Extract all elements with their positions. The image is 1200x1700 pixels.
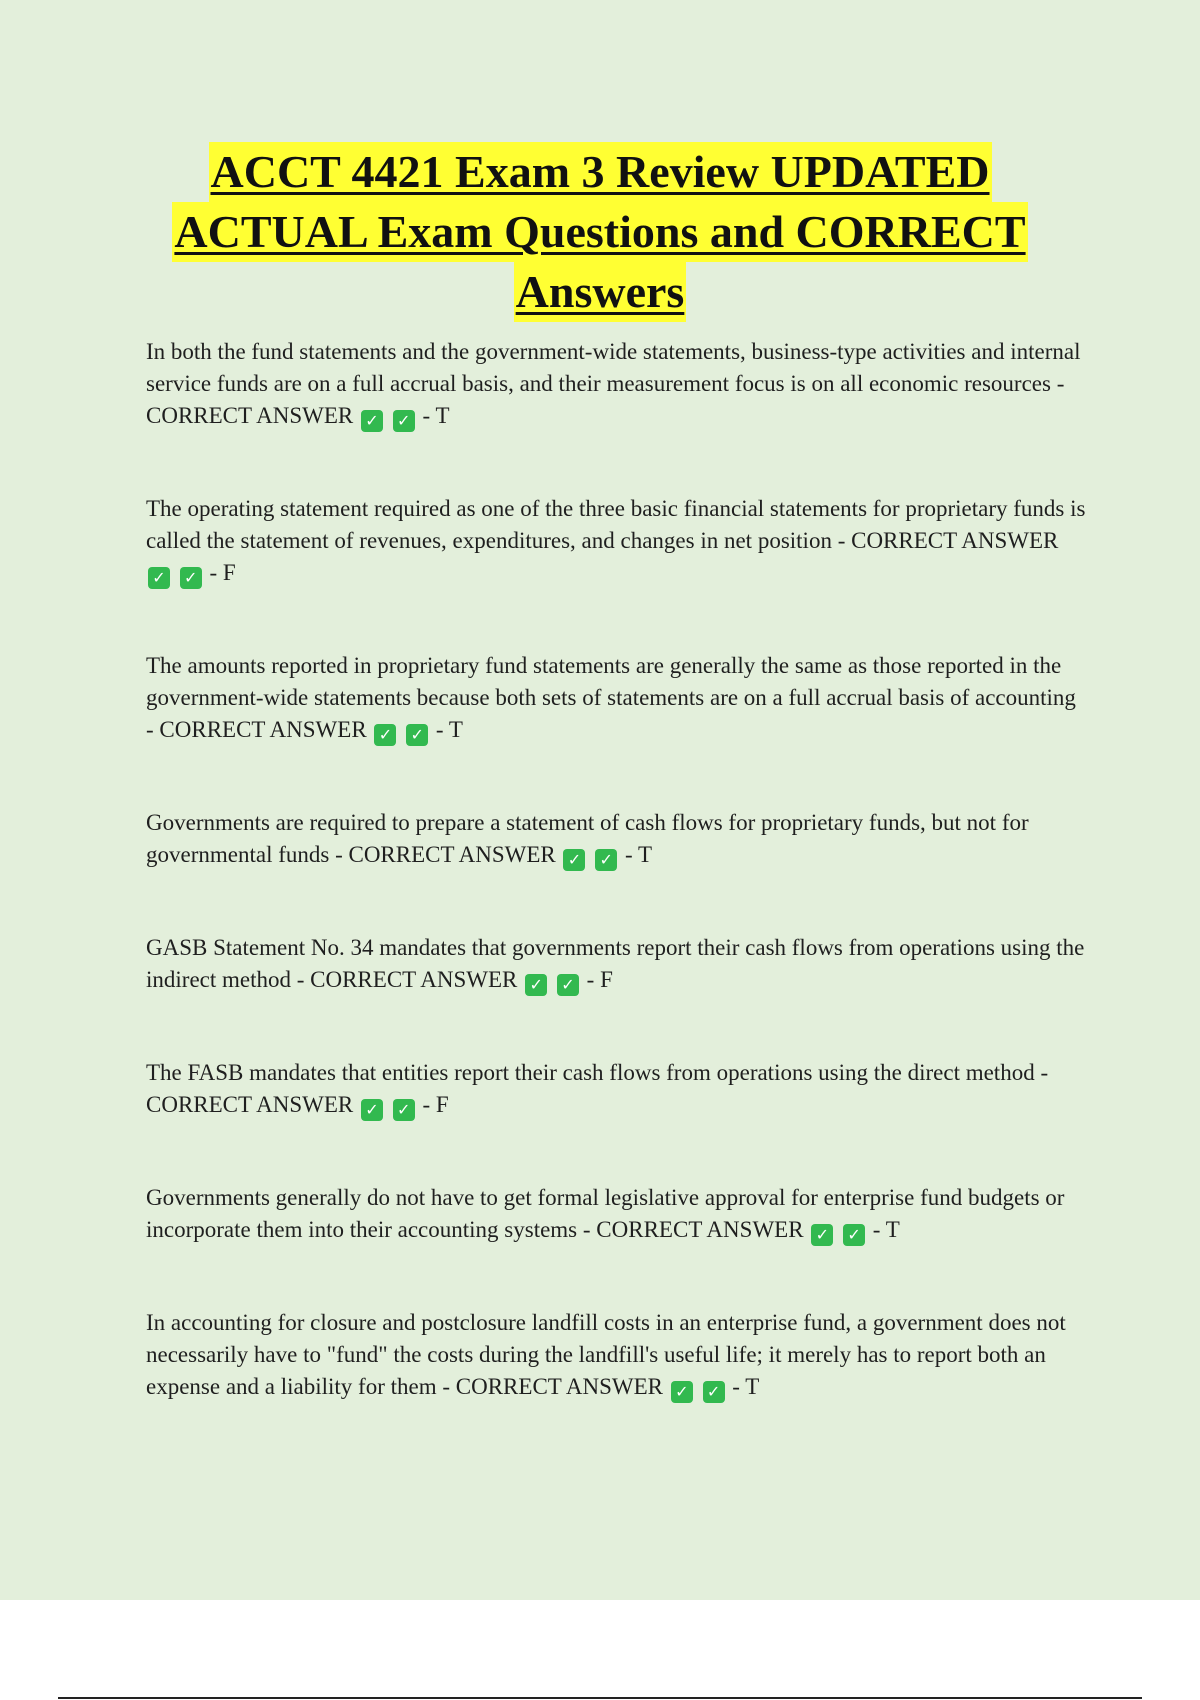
document-title bbox=[100, 142, 1100, 322]
check-mark-icon: ✓ bbox=[811, 1224, 833, 1246]
question-item-4 bbox=[146, 807, 1086, 871]
title-line-3: Answers bbox=[514, 262, 687, 322]
title-line-1: ACCT 4421 Exam 3 Review UPDATED bbox=[209, 142, 992, 202]
answer-value: - F bbox=[586, 967, 613, 992]
question-text: Governments are required to prepare a statement of cash flows for proprietary funds, but not for governmental funds - CORRECT ANSWER bbox=[146, 810, 1029, 867]
question-text: In accounting for closure and postclosure landfill costs in an enterprise fund, a government does not necessarily have to "fund" the costs during the landfill's useful life; it merely has to report both an expense and a liability for them - CORRECT ANSWER bbox=[146, 1310, 1066, 1399]
question-item-8 bbox=[146, 1307, 1086, 1403]
check-mark-icon: ✓ bbox=[406, 724, 428, 746]
check-mark-icon: ✓ bbox=[557, 974, 579, 996]
check-mark-icon: ✓ bbox=[595, 849, 617, 871]
answer-value: - T bbox=[624, 842, 653, 867]
check-mark-icon: ✓ bbox=[180, 567, 202, 589]
check-mark-icon: ✓ bbox=[843, 1224, 865, 1246]
question-item-2 bbox=[146, 493, 1086, 589]
question-text: The operating statement required as one of the three basic financial statements for proprietary funds is called the statement of revenues, expenditures, and changes in net position - CORRECT ANSWER bbox=[146, 496, 1086, 553]
answer-value: - T bbox=[732, 1374, 760, 1399]
check-mark-icon: ✓ bbox=[671, 1381, 693, 1403]
question-text: Governments generally do not have to get formal legislative approval for enterprise fund budgets or incorporate them into their accounting systems - CORRECT ANSWER bbox=[146, 1185, 1065, 1242]
answer-value: - F bbox=[209, 560, 236, 585]
check-mark-icon: ✓ bbox=[361, 1099, 383, 1121]
footer-divider bbox=[58, 1697, 1142, 1699]
question-text: The FASB mandates that entities report their cash flows from operations using the direct method - CORRECT ANSWER bbox=[146, 1060, 1049, 1117]
check-mark-icon: ✓ bbox=[393, 410, 415, 432]
question-item-1 bbox=[146, 336, 1086, 432]
check-mark-icon: ✓ bbox=[703, 1381, 725, 1403]
answer-value: - T bbox=[872, 1217, 900, 1242]
answer-value: - T bbox=[435, 717, 463, 742]
check-mark-icon: ✓ bbox=[393, 1099, 415, 1121]
check-mark-icon: ✓ bbox=[374, 724, 396, 746]
check-mark-icon: ✓ bbox=[361, 410, 383, 432]
question-item-6 bbox=[146, 1057, 1086, 1121]
question-text: GASB Statement No. 34 mandates that governments report their cash flows from operations using the indirect method - CORRECT ANSWER bbox=[146, 935, 1085, 992]
question-item-3 bbox=[146, 650, 1086, 746]
question-list bbox=[146, 336, 1086, 1464]
question-text: The amounts reported in proprietary fund statements are generally the same as those reported in the government-wide statements because both sets of statements are on a full accrual basis of accounting - CORRECT ANSWER bbox=[146, 653, 1076, 742]
answer-value: - F bbox=[422, 1092, 449, 1117]
question-item-5 bbox=[146, 932, 1086, 996]
answer-value: - T bbox=[422, 403, 450, 428]
check-mark-icon: ✓ bbox=[525, 974, 547, 996]
question-item-7 bbox=[146, 1182, 1086, 1246]
title-line-2: ACTUAL Exam Questions and CORRECT bbox=[172, 202, 1027, 262]
check-mark-icon: ✓ bbox=[563, 849, 585, 871]
question-text: In both the fund statements and the government-wide statements, business-type activities and internal service funds are on a full accrual basis, and their measurement focus is on all economic resources - CORRECT ANSWER bbox=[146, 339, 1081, 428]
check-mark-icon: ✓ bbox=[148, 567, 170, 589]
